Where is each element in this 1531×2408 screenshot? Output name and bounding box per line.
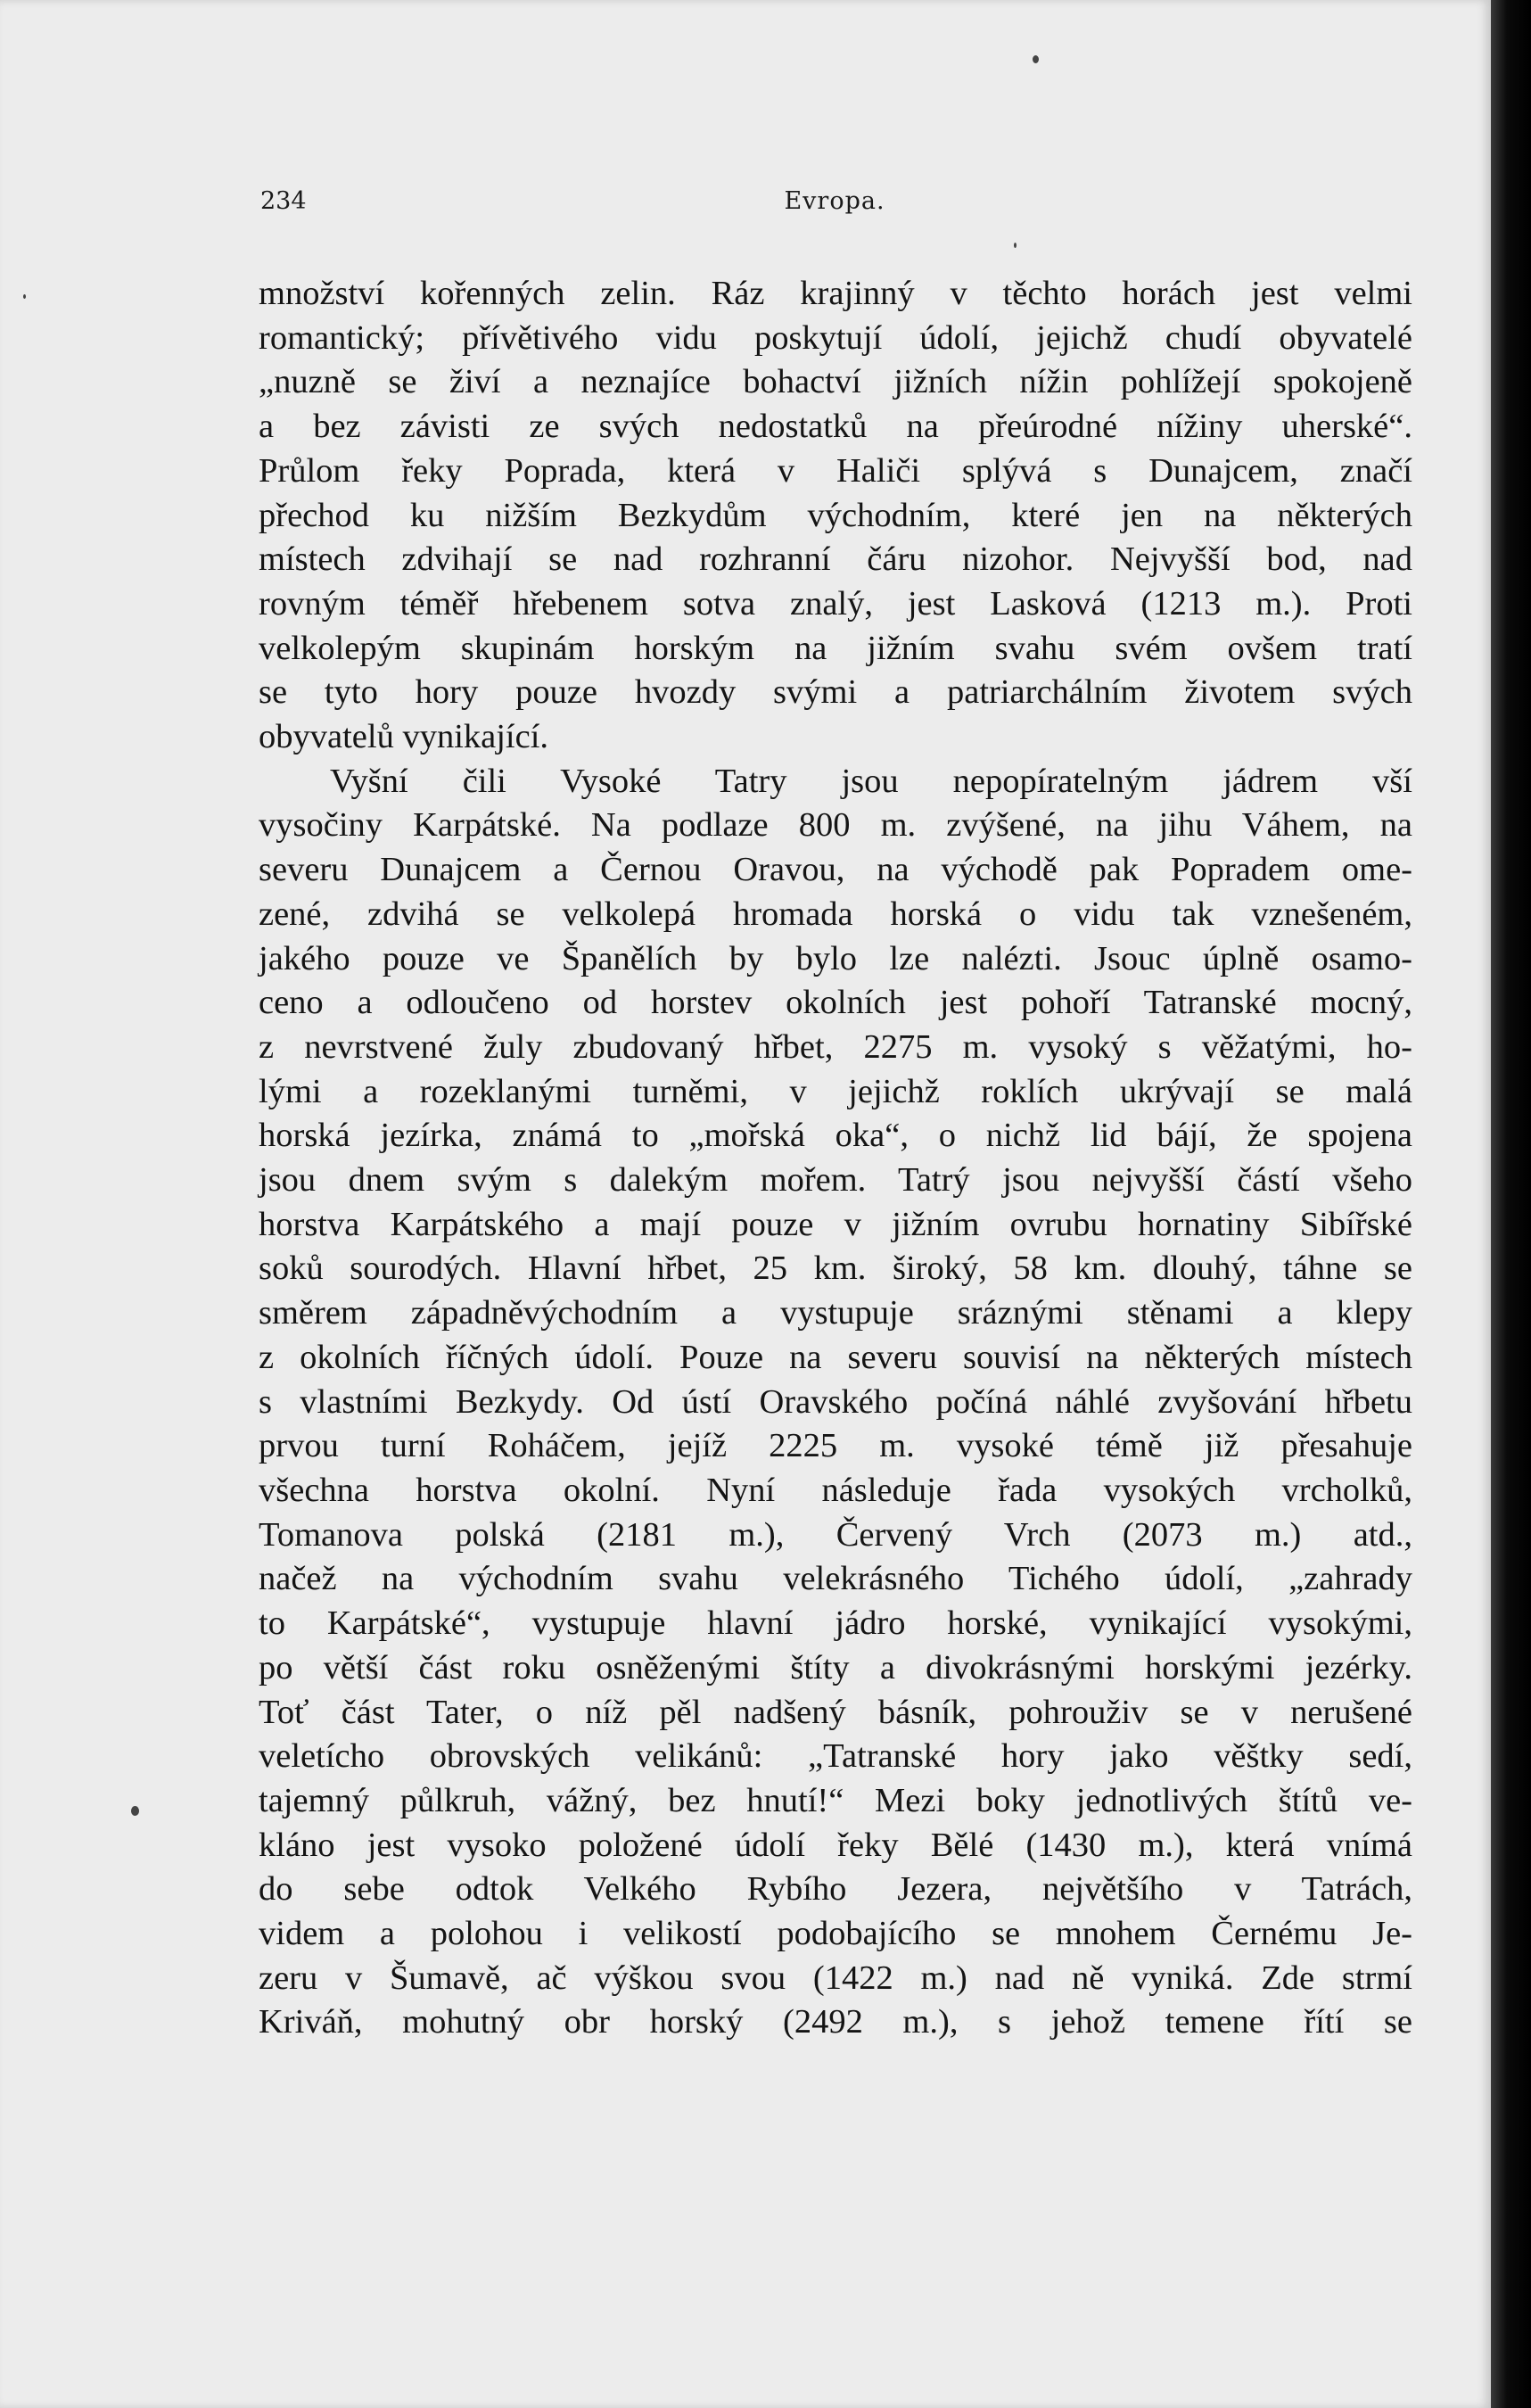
text-line: přechod ku nižším Bezkydům východním, které jen na některých (259, 496, 1412, 534)
text-line: Toť část Tater, o níž pěl nadšený básník, pohrouživ se v nerušené (259, 1693, 1412, 1731)
page-edge-shadow (1491, 0, 1531, 2408)
text-line: lými a rozeklanými turněmi, v jejichž roklích ukrývají se malá (259, 1072, 1412, 1110)
text-line: Průlom řeky Poprada, která v Haliči splývá s Dunajcem, značí (259, 451, 1412, 490)
text-line: horská jezírka, známá to „mořská oka“, o nichž lid bájí, že spojena (259, 1117, 1412, 1155)
text-line: všechna horstva okolní. Nyní následuje řada vysokých vrcholků, (259, 1471, 1412, 1509)
text-line: rovným téměř hřebenem sotva znalý, jest Lasková (1213 m.). Proti (259, 584, 1412, 623)
text-line: velkolepým skupinám horským na jižním svahu svém ovšem tratí (259, 629, 1412, 667)
paragraph-2 (259, 760, 1412, 2045)
print-speck (1014, 243, 1017, 248)
text-line: směrem západněvýchodním a vystupuje sráznými stěnami a klepy (259, 1294, 1412, 1332)
text-line: obyvatelů vynikající. (259, 718, 549, 756)
text-line: místech zdvihají se nad rozhranní čáru nizohor. Nejvyšší bod, nad (259, 540, 1412, 579)
text-line: vysočiny Karpátské. Na podlaze 800 m. zvýšené, na jihu Váhem, na (259, 806, 1412, 845)
print-speck (1033, 55, 1039, 63)
text-line: „nuzně se živí a neznajíce bohactví jižních nížin pohlížejí spokojeně (259, 363, 1412, 401)
paragraph-1 (259, 272, 1412, 760)
text-line: a bez závisti ze svých nedostatků na přeúrodné nížiny uherské“. (259, 408, 1412, 446)
text-line: zené, zdvihá se velkolepá hromada horská o vidu tak vznešeném, (259, 895, 1412, 933)
text-line: jakého pouze ve Španělích by bylo lze nalézti. Jsouc úplně osamo- (259, 939, 1412, 977)
text-line: ceno a odloučeno od horstev okolních jest pohoří Tatranské mocný, (259, 984, 1412, 1022)
text-line: veletícho obrovských velikánů: „Tatranské hory jako věštky sedí, (259, 1737, 1412, 1776)
text-line: Kriváň, mohutný obr horský (2492 m.), s jehož temene řítí se (259, 2003, 1412, 2041)
text-line: z nevrstvené žuly zbudovaný hřbet, 2275 m. vysoký s věžatými, ho- (259, 1027, 1412, 1066)
text-line: videm a polohou i velikostí podobajícího se mnohem Černému Je- (259, 1915, 1412, 1953)
text-line: Tomanova polská (2181 m.), Červený Vrch (2073 m.) atd., (259, 1515, 1412, 1554)
text-line: to Karpátské“, vystupuje hlavní jádro horské, vynikající vysokými, (259, 1604, 1412, 1643)
text-line: soků sourodých. Hlavní hřbet, 25 km. široký, 58 km. dlouhý, táhne se (259, 1249, 1412, 1288)
page-header (260, 187, 1409, 223)
text-line: Vyšní čili Vysoké Tatry jsou nepopíratelným jádrem vší (330, 762, 1412, 800)
text-line: se tyto hory pouze hvozdy svými a patriarchálním životem svých (259, 673, 1412, 712)
text-line: načež na východním svahu velekrásného Tichého údolí, „zahrady (259, 1560, 1412, 1598)
text-line: do sebe odtok Velkého Rybího Jezera, největšího v Tatrách, (259, 1870, 1412, 1909)
print-speck (131, 1806, 139, 1816)
text-line: horstva Karpátského a mají pouze v jižním ovrubu hornatiny Sibířské (259, 1205, 1412, 1243)
body-text (259, 272, 1412, 2045)
text-line: prvou turní Roháčem, jejíž 2225 m. vysoké témě již přesahuje (259, 1427, 1412, 1465)
text-line: množství kořenných zelin. Ráz krajinný v těchto horách jest velmi (259, 275, 1412, 312)
text-line: po větší část roku osněženými štíty a divokrásnými horskými jezérky. (259, 1648, 1412, 1686)
page-number: 234 (260, 187, 307, 215)
text-line: romantický; přívětivého vidu poskytují údolí, jejichž chudí obyvatelé (259, 318, 1412, 357)
print-speck (23, 294, 26, 299)
text-line: tajemný půlkruh, vážný, bez hnutí!“ Mezi boky jednotlivých štítů ve- (259, 1781, 1412, 1819)
text-line: kláno jest vysoko položené údolí řeky Bělé (1430 m.), která vnímá (259, 1826, 1412, 1864)
text-line: z okolních říčných údolí. Pouze na severu souvisí na některých místech (259, 1338, 1412, 1376)
text-line: severu Dunajcem a Černou Oravou, na východě pak Popradem ome- (259, 851, 1412, 889)
text-line: jsou dnem svým s dalekým mořem. Tatrý jsou nejvyšší částí všeho (259, 1161, 1412, 1200)
text-line: zeru v Šumavě, ač výškou svou (1422 m.) nad ně vyniká. Zde strmí (259, 1959, 1412, 1997)
running-title: Evropa. (784, 187, 885, 215)
text-line: s vlastními Bezkydy. Od ústí Oravského počíná náhlé zvyšování hřbetu (259, 1382, 1412, 1421)
